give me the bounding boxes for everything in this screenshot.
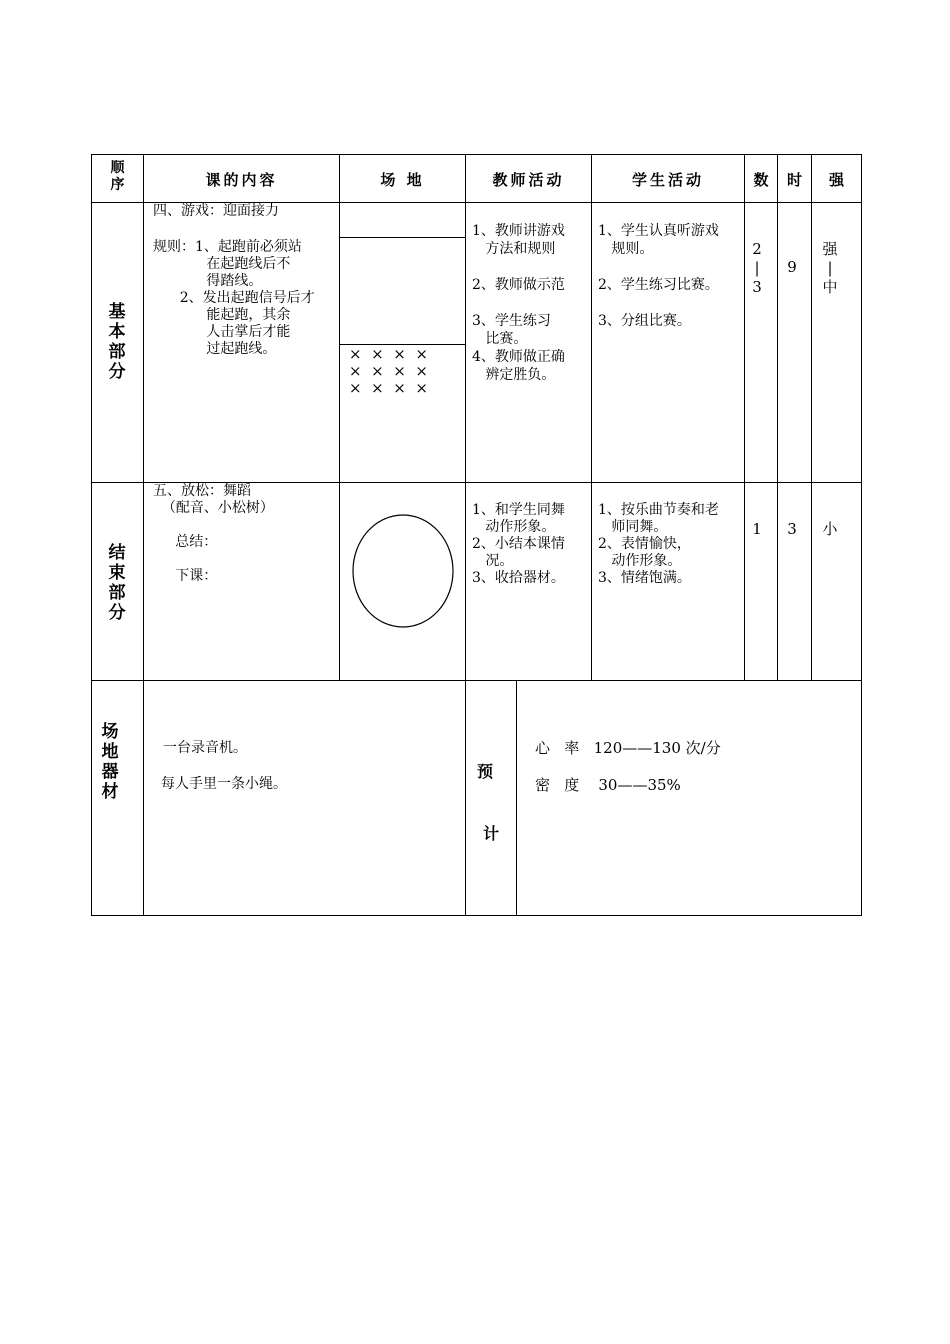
header-content: 课的内容: [205, 171, 278, 189]
col-divider-venue: [339, 154, 340, 681]
header-order: 顺 序: [110, 160, 125, 193]
table-border-bottom: [91, 915, 862, 916]
header-count: 数: [753, 171, 769, 189]
equipment-line-1: 一台录音机。: [163, 740, 247, 756]
col-divider-student: [591, 154, 592, 681]
basic-count: 2 | 3: [752, 240, 762, 296]
ending-student-activity: 1、按乐曲节奏和老 师同舞。 2、表情愉快， 动作形象。 3、情绪饱满。: [598, 502, 719, 586]
col-divider-time: [777, 154, 778, 681]
col-divider-order: [143, 154, 144, 916]
basic-content-title: 四、游戏：迎面接力: [153, 203, 279, 219]
table-border-left: [91, 154, 92, 916]
ending-intensity: 小: [822, 520, 838, 538]
col-divider-estimate: [516, 680, 517, 916]
col-divider-teacher: [465, 154, 466, 916]
estimate-label-2: 计: [482, 824, 499, 843]
section-label-equipment: 场 地 器 材: [101, 722, 119, 802]
header-venue: 场 地: [380, 171, 425, 189]
estimate-heart-rate: 心 率 120——130 次/分: [535, 739, 721, 757]
col-divider-intensity: [811, 154, 812, 681]
ending-time: 3: [787, 520, 797, 538]
basic-time: 9: [787, 258, 797, 276]
basic-student-activity: 1、学生认真听游戏 规则。 2、学生练习比赛。 3、分组比赛。: [598, 223, 719, 329]
header-student-activity: 学生活动: [631, 171, 704, 189]
circle-formation-shape: [353, 515, 453, 627]
equipment-line-2: 每人手里一条小绳。: [161, 776, 287, 792]
table-border-right: [861, 154, 862, 916]
col-divider-count: [744, 154, 745, 681]
basic-teacher-activity: 1、教师讲游戏 方法和规则 2、教师做示范 3、学生练习 比赛。 4、教师做正确 辨定胜负。: [472, 223, 565, 383]
header-teacher-activity: 教师活动: [492, 171, 565, 189]
row-divider-ending: [91, 680, 862, 681]
venue-circle-diagram: [350, 512, 456, 630]
estimate-label-1: 预: [476, 762, 493, 781]
estimate-density: 密 度 30——35%: [535, 776, 681, 794]
venue-start-line-top: [339, 237, 465, 238]
section-label-ending: 结 束 部 分: [108, 543, 126, 623]
basic-intensity: 强 | 中: [822, 240, 838, 296]
basic-venue-formation: × × × × × × × × × × × ×: [349, 345, 428, 397]
header-intensity: 强: [828, 171, 844, 189]
ending-count: 1: [752, 520, 762, 538]
header-time: 时: [786, 171, 802, 189]
basic-content-rules: 规则：1、起跑前必须站 在起跑线后不 得踏线。 2、发出起跑信号后才 能起跑，其余 人击掌后才能 过起跑线。: [153, 239, 315, 357]
table-border-top: [91, 154, 862, 155]
ending-content: 五、放松：舞蹈 （配音、小松树） 总结： 下课：: [153, 483, 274, 584]
section-label-basic: 基 本 部 分: [108, 302, 126, 382]
ending-teacher-activity: 1、和学生同舞 动作形象。 2、小结本课情 况。 3、收拾器材。: [472, 502, 565, 586]
